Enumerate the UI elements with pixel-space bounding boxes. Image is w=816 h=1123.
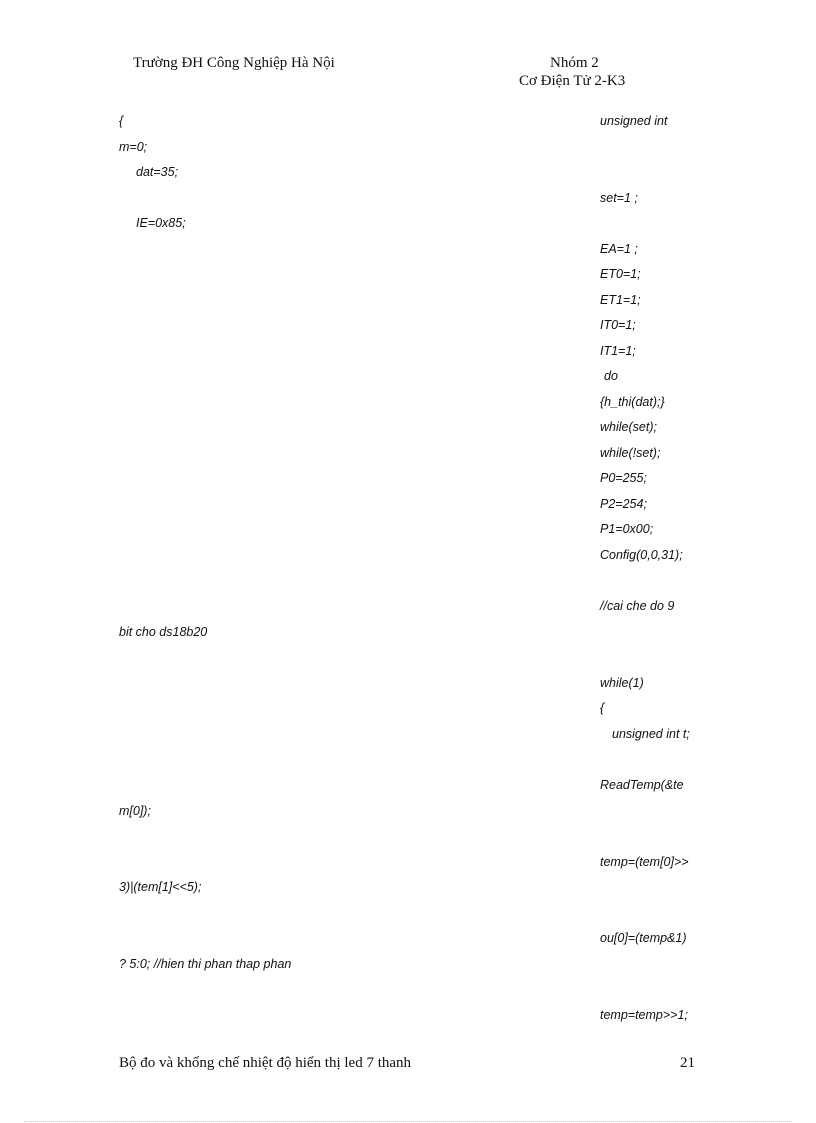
code-line: while(1)	[600, 676, 644, 690]
code-line: ReadTemp(&te	[600, 778, 684, 792]
code-comment: //cai che do 9	[600, 599, 675, 613]
code-line: {	[119, 114, 124, 128]
code-line: Config(0,0,31);	[600, 548, 683, 562]
page-number: 21	[680, 1055, 695, 1071]
code-line: m[0]);	[119, 804, 151, 818]
code-line: EA=1 ;	[600, 242, 638, 256]
page-bottom-divider	[24, 1121, 792, 1122]
header-school: Trường ĐH Công Nghiệp Hà Nội	[133, 55, 335, 71]
code-line: P1=0x00;	[600, 522, 654, 536]
code-line: temp=(tem[0]>>	[600, 855, 689, 869]
header-class: Cơ Điện Tử 2-K3	[519, 73, 626, 89]
code-line: ET1=1;	[600, 293, 641, 307]
code-line: m=0;	[119, 140, 148, 154]
code-line: IE=0x85;	[136, 216, 186, 230]
code-line: dat=35;	[136, 165, 179, 179]
code-line: 3)|(tem[1]<<5);	[119, 880, 202, 894]
code-line: while(set);	[600, 420, 657, 434]
code-line: ET0=1;	[600, 267, 641, 281]
code-line: P2=254;	[600, 497, 647, 511]
code-line: temp=temp>>1;	[600, 1008, 688, 1022]
code-line: IT0=1;	[600, 318, 636, 332]
footer-title: Bộ đo và khống chế nhiệt độ hiển thị led 7 thanh	[119, 1055, 412, 1071]
code-line: set=1 ;	[600, 191, 638, 205]
code-line: IT1=1;	[600, 344, 636, 358]
code-line: while(!set);	[600, 446, 661, 460]
header-group: Nhóm 2	[550, 55, 599, 71]
code-line: P0=255;	[600, 471, 647, 485]
code-line: ou[0]=(temp&1)	[600, 931, 687, 945]
code-line: unsigned int t;	[612, 727, 690, 741]
code-line: unsigned int	[600, 114, 668, 128]
code-comment: bit cho ds18b20	[119, 625, 208, 639]
code-line: {	[600, 701, 605, 715]
code-line: do	[604, 369, 618, 383]
code-line: ? 5:0; //hien thi phan thap phan	[119, 957, 292, 971]
code-line: {h_thi(dat);}	[600, 395, 665, 409]
